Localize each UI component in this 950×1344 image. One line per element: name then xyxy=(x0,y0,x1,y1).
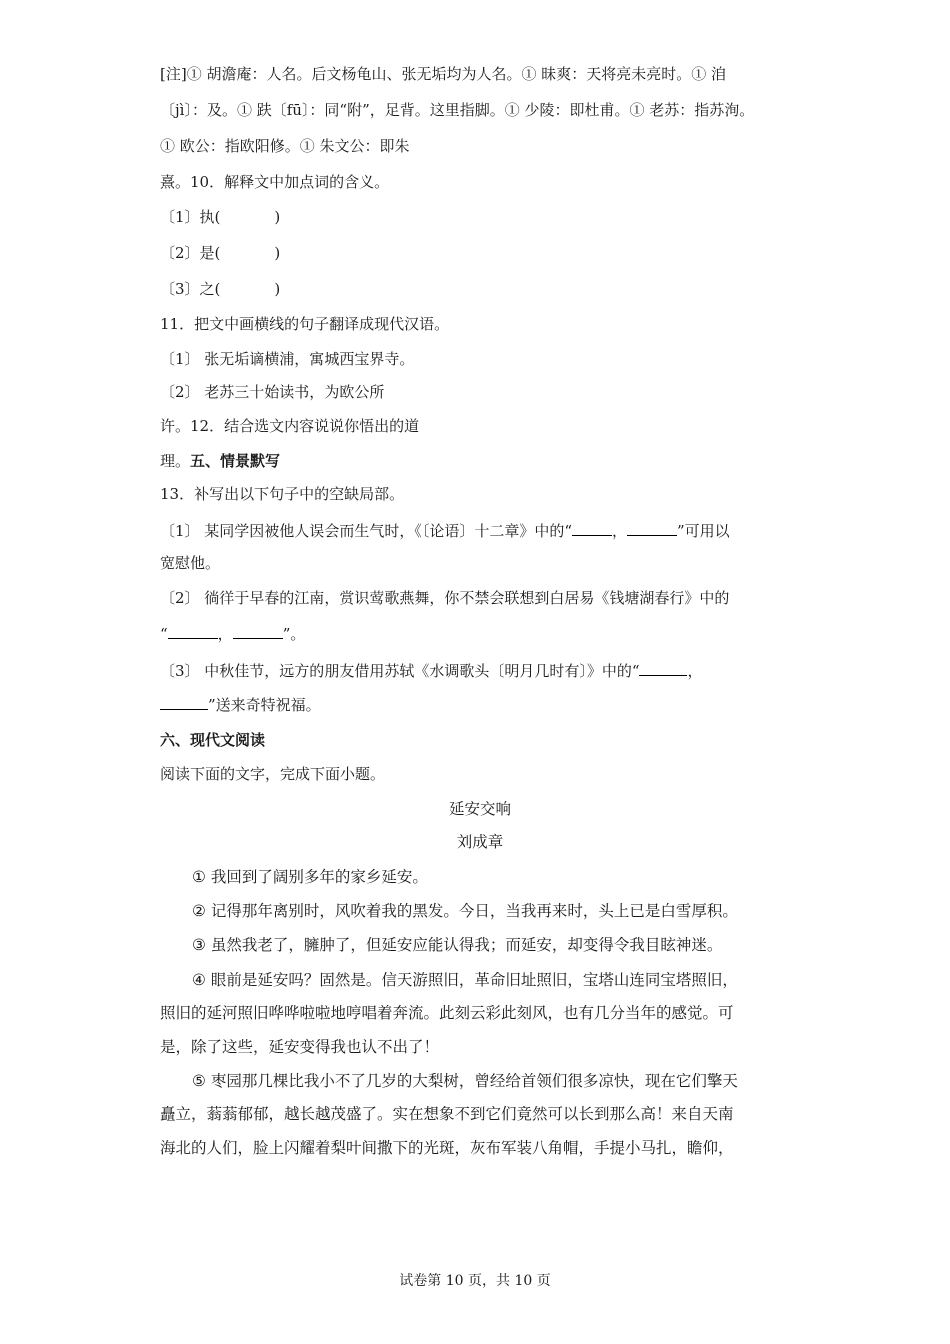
paragraph-4-line-2: 照旧的延河照旧哗哗啦啦地哼唱着奔流。此刻云彩此刻风，也有几分当年的感觉。可 xyxy=(160,1004,734,1022)
fill-blank[interactable] xyxy=(160,694,208,710)
paragraph-4-line-1: ④ 眼前是延安吗？固然是。信天游照旧，革命旧址照旧，宝塔山连同宝塔照旧， xyxy=(192,971,738,989)
fill-blank[interactable] xyxy=(168,623,218,639)
question-13-title: 13．补写出以下句子中的空缺局部。 xyxy=(160,485,405,503)
q13-item-1: 〔1〕 某同学因被他人误会而生气时，《〔论语〕十二章》中的“ ， ”可用以 xyxy=(160,522,730,540)
paragraph-5-line-3: 海北的人们，脸上闪耀着梨叶间撒下的光斑，灰布军装八角帽，手提小马扎，瞻仰， xyxy=(160,1139,734,1157)
notes-line-3: ① 欧公：指欧阳修。① 朱文公：即朱 xyxy=(160,137,410,155)
section-5-line: 理。五、情景默写 xyxy=(160,452,281,470)
q10-item-3: 〔3〕之( ) xyxy=(160,280,281,298)
question-11-title: 11．把文中画横线的句子翻译成现代汉语。 xyxy=(160,315,450,333)
article-author: 刘成章 xyxy=(456,833,504,851)
q10-item-label: 〔2〕是( xyxy=(160,244,221,262)
question-12-title: 许。12．结合选文内容说说你悟出的道 xyxy=(160,417,420,435)
q11-sentence-2: 〔2〕 老苏三十始读书，为欧公所 xyxy=(160,383,385,401)
q13-item-2: 〔2〕 徜徉于早春的江南，赏识莺歌燕舞，你不禁会联想到白居易《钱塘湖春行》中的 xyxy=(160,589,730,607)
paragraph-3: ③ 虽然我老了，臃肿了，但延安应能认得我；而延安，却变得令我目眩神迷。 xyxy=(192,936,723,954)
section-6-heading: 六、现代文阅读 xyxy=(160,731,266,749)
paragraph-1: ① 我回到了阔别多年的家乡延安。 xyxy=(192,868,428,886)
page-footer: 试卷第 10 页，共 10 页 xyxy=(399,1273,551,1289)
q10-item-2: 〔2〕是( ) xyxy=(160,244,281,262)
reading-instruction: 阅读下面的文字，完成下面小题。 xyxy=(160,765,386,783)
notes-line-1: [注]① 胡澹庵：人名。后文杨龟山、张无垢均为人名。① 昧爽：天将亮未亮时。① 洎 xyxy=(160,65,727,83)
article-title: 延安交响 xyxy=(448,800,511,818)
fill-blank[interactable] xyxy=(233,623,283,639)
q13-item-3: 〔3〕 中秋佳节，远方的朋友借用苏轼《水调歌头〔明月几时有〕》中的“ ， xyxy=(160,662,703,680)
q13-item-1-cont: 宽慰他。 xyxy=(160,554,221,572)
q13-item-2-cont: “ ， ”。 xyxy=(160,625,306,643)
paragraph-4-line-3: 是，除了这些，延安变得我也认不出了！ xyxy=(160,1038,440,1056)
fill-blank[interactable] xyxy=(627,520,677,536)
paragraph-2: ② 记得那年离别时，风吹着我的黑发。今日，当我再来时，头上已是白雪厚积。 xyxy=(192,902,738,920)
q10-item-1: 〔1〕执( ) xyxy=(160,208,281,226)
paragraph-5-line-1: ⑤ 枣园那几棵比我小不了几岁的大梨树，曾经给首领们很多凉快，现在它们擎天 xyxy=(192,1072,738,1090)
fill-blank[interactable] xyxy=(572,520,612,536)
q10-item-label: 〔3〕之( xyxy=(160,280,221,298)
q10-item-label: 〔1〕执( xyxy=(160,208,221,226)
notes-line-2: 〔jì〕：及。① 趺〔fū〕：同“附”，足背。这里指脚。① 少陵：即杜甫。① 老苏：指苏洵。 xyxy=(160,101,755,119)
paragraph-5-line-2: 矗立，蓊蓊郁郁，越长越茂盛了。实在想象不到它们竟然可以长到那么高！来自天南 xyxy=(160,1105,734,1123)
q11-sentence-1: 〔1〕 张无垢谪横浦，寓城西宝界寺。 xyxy=(160,350,415,368)
question-10-title: 熹。10．解释文中加点词的含义。 xyxy=(160,173,390,191)
q13-item-3-cont: ”送来奇特祝福。 xyxy=(160,694,800,715)
fill-blank[interactable] xyxy=(639,660,687,676)
section-heading: 五、情景默写 xyxy=(190,452,281,470)
